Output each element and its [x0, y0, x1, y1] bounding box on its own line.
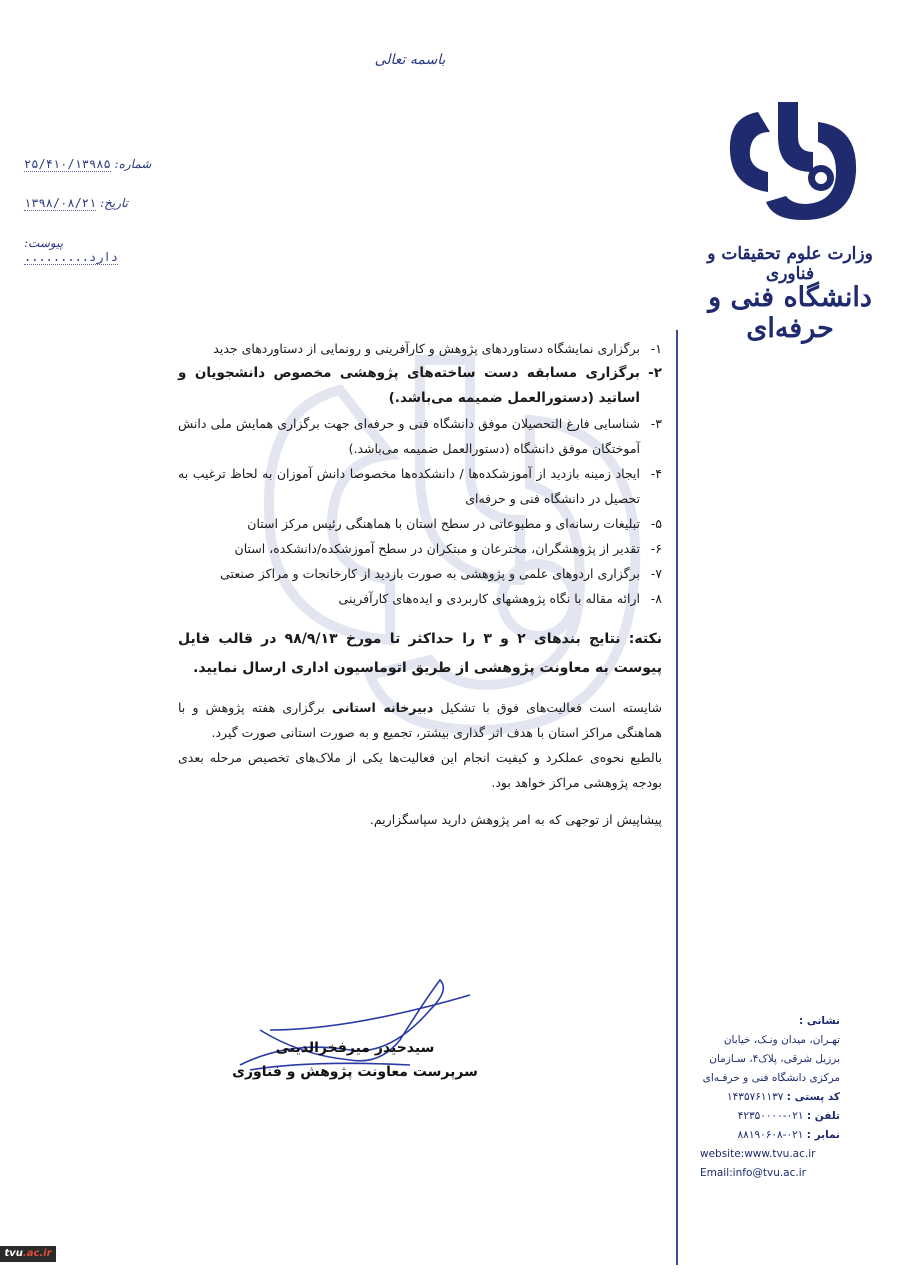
list-item: ۲- برگزاری مسابقه دست ساخته‌های پژوهشی مخصوص دانشجویان و اساتید (دستورالعمل ضمیمه می‌باشد.) — [178, 365, 662, 406]
email-link[interactable]: Email:info@tvu.ac.ir — [700, 1167, 806, 1179]
date-label: تاریخ: — [100, 196, 128, 210]
note-paragraph: نکته: نتایج بندهای ۲ و ۳ را حداکثر تا مورخ ۹۸/۹/۱۳ در قالب فایل پیوست به معاونت پژوهشی از طریق اتوماسیون اداری ارسال نمایید. — [178, 631, 663, 676]
address-block: نشانی : تهـران، میدان ونـک، خیابان برزیل شرقی، پلاک۴، سـازمان مرکزی دانشگاه فنی و حرفـه‌ای کد پستی : ۱۴۳۵۷۶۱۱۳۷ تلفن : ۰۲۱-۴۲۳۵۰۰۰۰ نمابر : ۰۲۱-۸۸۱۹۰۶۰۸ website:www.tvu.ac.ir Email:info@tvu.ac.ir — [700, 1012, 840, 1183]
list-item: ۷- برگزاری اردوهای علمی و پژوهشی به صورت بازدید از کارخانجات و مراکز صنعتی — [220, 566, 662, 581]
footer-logo: tvu.ac.ir — [0, 1246, 56, 1262]
list-item: ۸- ارائه مقاله با نگاه پژوهشهای کاربردی و ایده‌های کارآفرینی — [338, 591, 662, 606]
margin-divider — [676, 330, 678, 1265]
letter-attachment — [24, 236, 154, 264]
bismillah: باسمه تعالی — [374, 52, 446, 68]
list-item: ۳- شناسایی فارغ التحصیلان موفق دانشگاه فنی و حرفه‌ای جهت برگزاری همایش ملی دانش آموختگان موفق دانشگاه (دستورالعمل ضمیمه می‌باشد.) — [178, 416, 662, 456]
highlight-text: دبیرخانه استانی — [332, 700, 434, 715]
address-heading: نشانی : — [799, 1015, 840, 1027]
letter-number — [24, 157, 154, 171]
fax: نمابر : ۰۲۱-۸۸۱۹۰۶۰۸ — [737, 1129, 840, 1141]
phone: تلفن : ۰۲۱-۴۲۳۵۰۰۰۰ — [737, 1110, 840, 1122]
tvu-logo-icon — [718, 92, 868, 232]
body-paragraph: بالطبع نحوه‌ی عملکرد و کیفیت انجام این فعالیت‌ها یکی از ملاک‌های تخصیص مرحله بعدی بودجه پژوهشی مراکز خواهد بود. — [178, 750, 662, 790]
closing-line: پیشاپیش از توجهی که به امر پژوهش دارید سپاسگزاریم. — [369, 812, 662, 827]
date-value: ۱۳۹۸/۰۸/۲۱ — [24, 196, 97, 210]
list-item: ۶- تقدیر از پژوهشگران، مخترعان و مبتکران در سطح آموزشکده/دانشکده، استان — [234, 541, 662, 556]
body-paragraph: شایسته است فعالیت‌های فوق با تشکیل دبیرخانه استانی برگزاری هفته پژوهش و با هماهنگی مراکز استان با هدف اثر گذاری بیشتر، تجمیع و به صورت استانی صورت گیرد. — [178, 700, 662, 740]
attachment-label: پیوست: — [24, 236, 64, 250]
ministry-name: وزارت علوم تحقیقات و فناوری — [707, 244, 873, 284]
letter-date — [24, 196, 154, 210]
university-name: دانشگاه فنی و حرفه‌ای — [708, 282, 872, 344]
attachment-value: دارد......... — [24, 250, 118, 264]
number-value: ۲۵/۴۱۰/۱۳۹۸۵ — [24, 157, 111, 171]
list-item: ۵- تبلیغات رسانه‌ای و مطبوعاتی در سطح استان با هماهنگی رئیس مرکز استان — [247, 516, 662, 531]
website-link[interactable]: website:www.tvu.ac.ir — [700, 1148, 816, 1160]
postal-code: کد پستی : ۱۴۳۵۷۶۱۱۳۷ — [727, 1091, 840, 1103]
letter-body — [178, 336, 662, 832]
number-label: شماره: — [114, 157, 152, 171]
signatory-title: سرپرست معاونت پژوهش و فناوری — [232, 1064, 478, 1080]
list-item: ۴- ایجاد زمینه بازدید از آموزشکده‌ها / دانشکده‌ها مخصوصا دانش آموزان به لحاظ ترغیب به تحصیل در دانشگاه فنی و حرفه‌ای — [178, 466, 662, 506]
list-item: ۱- برگزاری نمایشگاه دستاوردهای پژوهش و کارآفرینی و رونمایی از دستاوردهای جدید — [213, 341, 662, 356]
signatory-name: سیدحیدر میرفخرالدینی — [275, 1040, 435, 1056]
